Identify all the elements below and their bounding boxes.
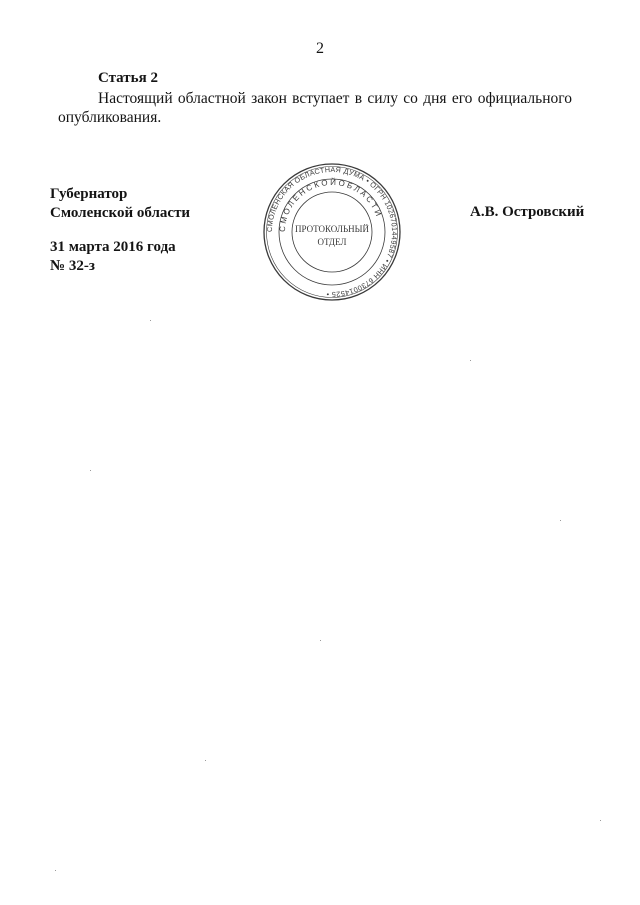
document-date: 31 марта 2016 года — [50, 239, 176, 255]
signatory-title-line1: Губернатор — [50, 186, 128, 202]
scan-speck — [55, 870, 56, 871]
scan-speck — [320, 640, 321, 641]
article-heading: Статья 2 — [98, 70, 158, 86]
document-number: № 32-з — [50, 258, 95, 274]
seal-center-line1: ПРОТОКОЛЬНЫЙ — [295, 224, 369, 234]
seal-outer-text: СМОЛЕНСКАЯ ОБЛАСТНАЯ ДУМА • ОГРН 1026701449587 • ИНН 6730014525 • — [264, 164, 400, 300]
scan-speck — [470, 360, 471, 361]
seal-center-line2: ОТДЕЛ — [317, 237, 347, 247]
seal-inner-text: С М О Л Е Н С К О Й О Б Л А С Т И — [277, 177, 383, 233]
page-number: 2 — [316, 40, 324, 57]
scan-speck — [150, 320, 151, 321]
official-seal — [262, 162, 402, 302]
scan-speck — [90, 470, 91, 471]
signatory-title — [50, 185, 190, 223]
article-text: Настоящий областной закон вступает в силу со дня его официального опубликования. — [58, 90, 572, 126]
signatory-name: А.В. Островский — [470, 204, 585, 220]
scan-speck — [600, 820, 601, 821]
signatory-title-line2: Смоленской области — [50, 205, 191, 221]
date-number-block — [50, 238, 176, 276]
scan-speck — [205, 760, 206, 761]
scan-speck — [560, 520, 561, 521]
